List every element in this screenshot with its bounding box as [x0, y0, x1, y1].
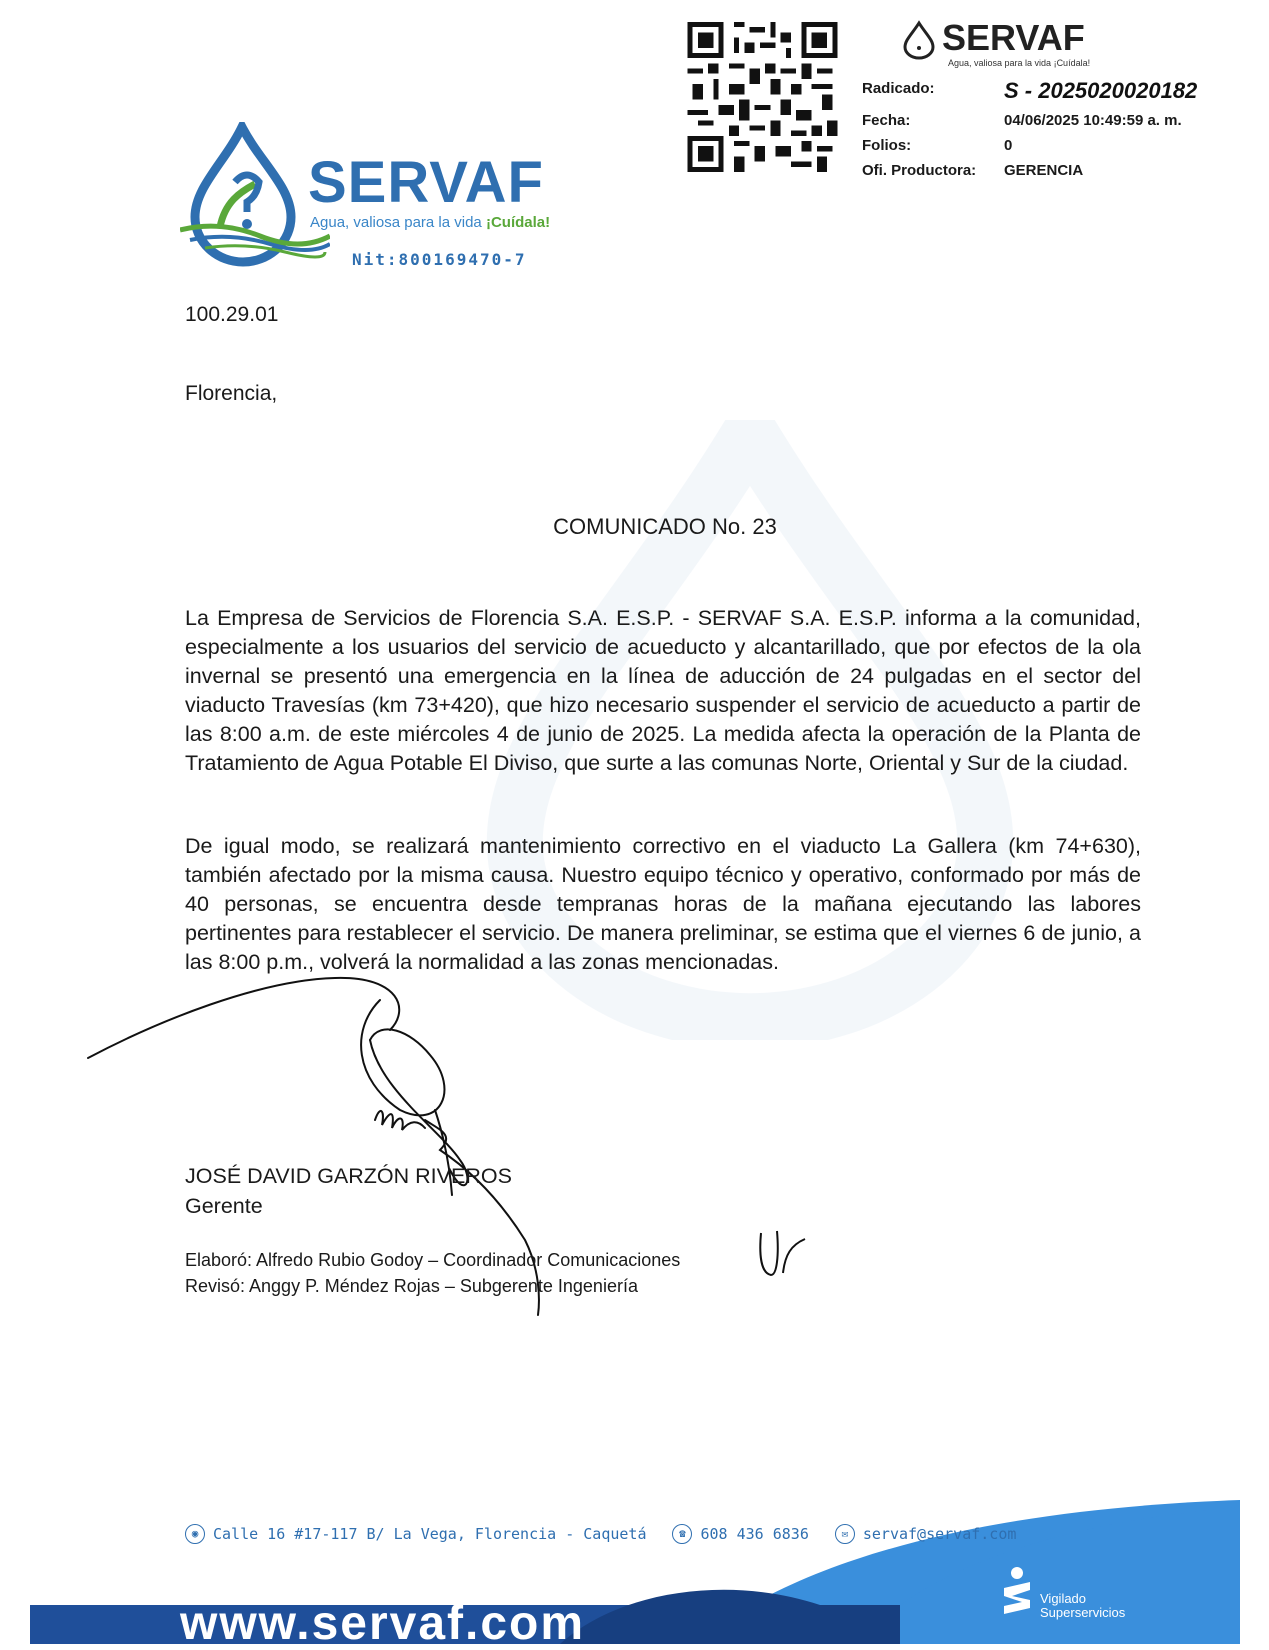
oficina-label: Ofi. Productora: — [862, 162, 977, 179]
document-title: COMUNICADO No. 23 — [553, 514, 777, 539]
signer-name: JOSÉ DAVID GARZÓN RIVEROS — [185, 1164, 512, 1188]
logo-tagline: Agua, valiosa para la vida ¡Cuídala! — [310, 214, 551, 231]
folios-value: 0 — [1004, 137, 1013, 154]
folios-label: Folios: — [862, 137, 912, 154]
phone-icon: ☎ — [672, 1524, 692, 1544]
fecha-value: 04/06/2025 10:49:59 a. m. — [1004, 112, 1182, 129]
stamp-logo-tagline: Agua, valiosa para la vida ¡Cuídala! — [948, 58, 1091, 68]
fecha-label: Fecha: — [862, 112, 911, 129]
radicado-label: Radicado: — [862, 80, 935, 97]
stamp-logo — [900, 17, 1100, 70]
city-line: Florencia, — [185, 382, 278, 405]
paragraph-2: De igual modo, se realizará mantenimiento correctivo en el viaducto La Gallera (km 74+630), también afectado por la misma causa. Nuestro equipo técnico y operativo, conformado por más de 40 personas, se encuentra desde tempranas horas de la mañana ejecutando las labores pertinentes para restablecer el servicio. De manera preliminar, se estima que el viernes 6 de junio, a las 8:00 p.m., volverá la normalidad a las zonas mencionadas. — [185, 834, 1141, 974]
superservicios-logo-icon — [1000, 1566, 1034, 1620]
credit-reviso: Revisó: Anggy P. Méndez Rojas – Subgerente Ingeniería — [185, 1276, 638, 1296]
signer-role: Gerente — [185, 1194, 263, 1218]
footer-address: Calle 16 #17-117 B/ La Vega, Florencia - Caquetá — [213, 1525, 647, 1543]
qr-code-icon — [684, 22, 841, 172]
water-drop-icon — [900, 20, 938, 60]
footer-website[interactable]: www.servaf.com — [180, 1597, 586, 1650]
vigilado-text: Vigilado Superservicios — [1040, 1591, 1126, 1620]
credit-elaboro: Elaboró: Alfredo Rubio Godoy – Coordinador Comunicaciones — [185, 1250, 681, 1270]
footer-email[interactable]: servaf@servaf.com — [862, 1525, 1017, 1543]
servaf-logo — [180, 122, 560, 282]
footer-contact — [185, 1524, 1016, 1544]
stamp-logo-name: SERVAF — [942, 17, 1085, 58]
handwritten-initials — [755, 1225, 815, 1285]
paragraph-1: La Empresa de Servicios de Florencia S.A. E.S.P. - SERVAF S.A. E.S.P. informa a la comunidad, especialmente a los usuarios del servicio de acueducto y alcantarillado, que por efectos de la ola invernal se presentó una emergencia en la línea de aducción de 24 pulgadas en el sector del viaducto Travesías (km 73+420), que hizo necesario suspender el servicio de acueducto a partir de las 8:00 a.m. de este miércoles 4 de junio de 2025. La medida afecta la operación de la Planta de Tratamiento de Agua Potable El Diviso, que surte a las comunas Norte, Oriental y Sur de la ciudad. — [185, 606, 1141, 775]
radicado-value: S - 2025020020182 — [1004, 78, 1198, 103]
logo-name: SERVAF — [308, 150, 544, 215]
footer-phone: 608 436 6836 — [700, 1525, 809, 1543]
reference-code: 100.29.01 — [185, 303, 279, 326]
logo-nit: Nit:800169470-7 — [352, 250, 527, 269]
location-icon: ◉ — [185, 1524, 205, 1544]
oficina-value: GERENCIA — [1004, 162, 1084, 179]
email-icon: ✉ — [835, 1524, 855, 1544]
